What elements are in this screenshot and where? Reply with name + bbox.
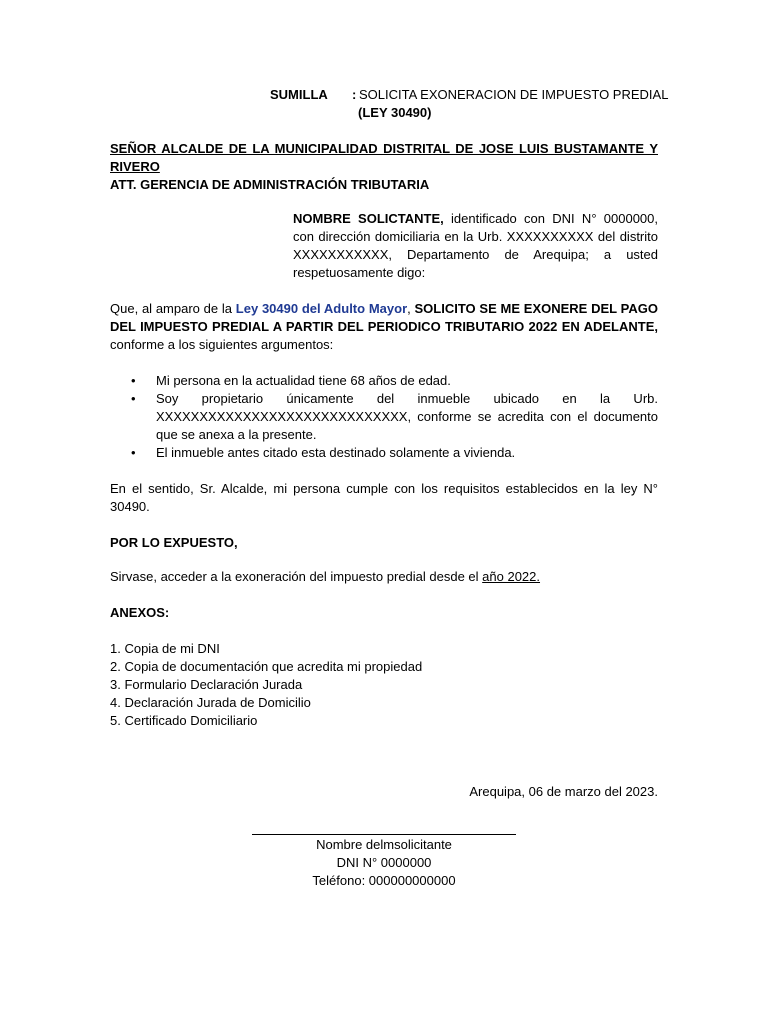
bullet-icon: • [131,445,136,460]
request-text: SOLICITO SE ME EXONERE DEL PAGO DEL IMPUESTO PREDIAL A PARTIR DEL PERIODICO TRIBUTARIO 2022 EN ADELANTE, [110,301,658,334]
list-item [110,372,658,390]
request-closing [110,568,658,586]
conclusion-paragraph: En el sentido, Sr. Alcalde, mi persona cumple con los requisitos establecidos en la ley N° 30490. [110,481,658,514]
list-item: 1. Copia de mi DNI [110,641,220,656]
list-item: 5. Certificado Domiciliario [110,713,258,728]
sumilla-text: SOLICITA EXONERACION DE IMPUESTO PREDIAL [359,87,669,102]
list-item [110,390,658,444]
law-reference: Ley 30490 del Adulto Mayor [235,301,408,316]
sumilla-law: (LEY 30490) [358,105,432,120]
signature-dni: DNI N° 0000000 [336,855,432,870]
addressee-block [110,140,658,194]
bullet-icon: • [131,391,136,406]
sumilla-label: SUMILLA [270,87,328,102]
intro-paragraph [110,300,658,354]
arguments-list [110,372,658,462]
argument-text: Soy propietario únicamente del inmueble ubicado en la Urb. XXXXXXXXXXXXXXXXXXXXXXXXXXXXX, conforme se acredita con el documento que se anexa a la presente. [156,391,658,442]
list-item: 3. Formulario Declaración Jurada [110,677,303,692]
sumilla-colon: : [352,87,357,102]
request-closing-text: Sirvase, acceder a la exoneración del impuesto predial desde el [110,569,483,584]
signature-block [252,834,516,890]
intro-part3: conforme a los siguientes argumentos: [110,337,334,352]
sumilla [270,86,669,104]
bullet-icon: • [131,373,136,388]
signature-phone: Teléfono: 000000000000 [312,873,456,888]
intro-part1: Que, al amparo de la [110,301,236,316]
list-item [110,444,658,462]
argument-text: El inmueble antes citado esta destinado solamente a vivienda. [156,445,516,460]
list-item: 4. Declaración Jurada de Domicilio [110,695,311,710]
addressee-line: SEÑOR ALCALDE DE LA MUNICIPALIDAD DISTRITAL DE JOSE LUIS BUSTAMANTE Y RIVERO [110,141,658,174]
argument-text: Mi persona en la actualidad tiene 68 años de edad. [156,373,451,388]
anexos-title: ANEXOS: [110,605,170,620]
attention-line: ATT. GERENCIA DE ADMINISTRACIÓN TRIBUTARIA [110,177,430,192]
applicant-paragraph [293,210,658,282]
signature-line [252,834,516,835]
signature-name: Nombre delmsolicitante [316,837,452,852]
list-item: 2. Copia de documentación que acredita mi propiedad [110,659,423,674]
por-lo-expuesto: POR LO EXPUESTO, [110,535,238,550]
anexos-list [110,640,422,730]
applicant-details: identificado con DNI N° 0000000, con dirección domiciliaria en la Urb. XXXXXXXXXX del distrito XXXXXXXXXXX, Departamento de Arequipa; a usted respetuosamente digo: [293,211,659,280]
applicant-name: NOMBRE SOLICTANTE, [293,211,444,226]
request-year: año 2022. [482,569,541,584]
intro-part2: , [407,301,415,316]
place-date: Arequipa, 06 de marzo del 2023. [469,784,658,799]
